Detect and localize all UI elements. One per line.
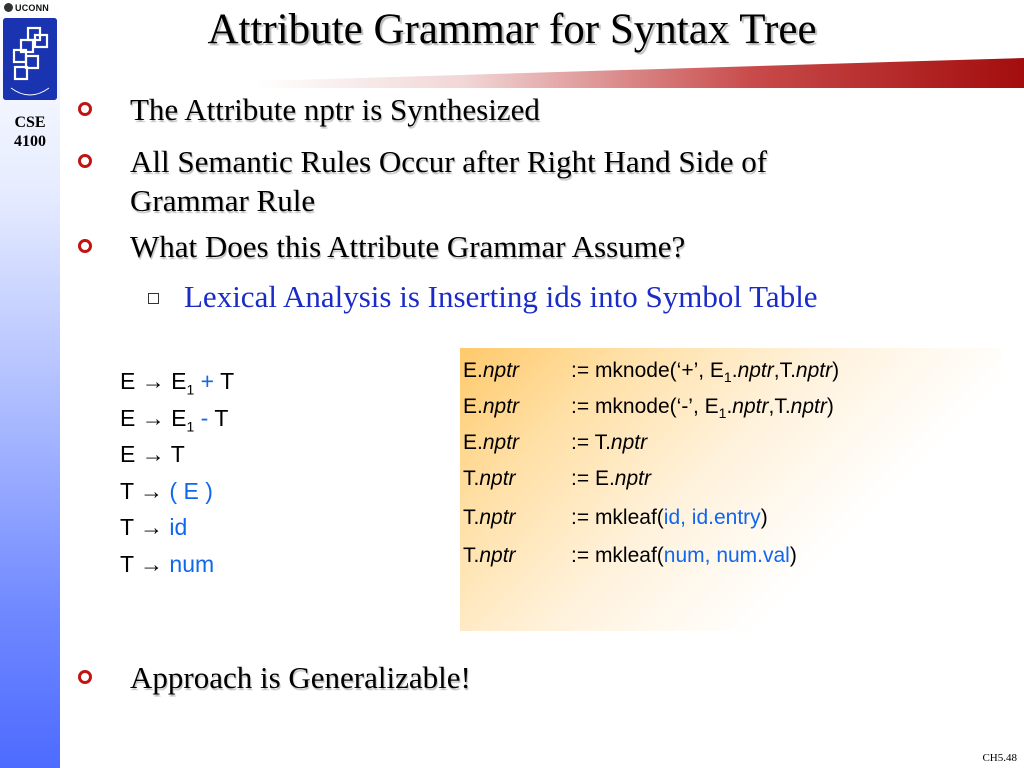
course-line-2: 4100: [14, 133, 46, 150]
semantic-rule-3: E.nptr := T.nptr: [463, 431, 648, 454]
sub-bullet-text: Lexical Analysis is Inserting ids into Symbol Table: [184, 279, 818, 314]
semantic-rule-1: E.nptr := mknode(‘+’, $E_1.nptr,T.nptr$): [463, 359, 840, 386]
sidebar: [0, 0, 60, 768]
production-6: T → num: [120, 550, 215, 577]
title-rule: [60, 58, 1024, 88]
semantic-rules-box: [460, 348, 1001, 631]
production-1: $E \to E_1 + T$: [120, 368, 235, 398]
cse-logo-icon: [3, 18, 57, 100]
production-5: T → id: [120, 514, 188, 540]
bullet-1-text: The Attribute nptr is Synthesized: [130, 92, 540, 127]
production-3: E → T: [120, 441, 185, 467]
production-4: T → ( E ): [120, 477, 213, 504]
square-bullet-icon: [148, 293, 159, 304]
bullet-2-text-line-2: Grammar Rule: [130, 183, 316, 218]
bullet-2-text-line-1: All Semantic Rules Occur after Right Hand Side of: [130, 144, 768, 179]
institution-name: UCONN: [15, 3, 49, 13]
course-line-1: CSE: [14, 114, 46, 131]
bullet-ring-icon: [78, 94, 100, 126]
bullet-4-text: Approach is Generalizable!: [130, 660, 471, 695]
semantic-rule-5: T.nptr := mkleaf(id, id.entry): [463, 506, 768, 529]
slide-number: CH5.48: [982, 752, 1017, 764]
semantic-rule-6: T.nptr := mkleaf(num, num.val): [463, 544, 797, 567]
production-2: $E \to E_1 - T$: [120, 404, 229, 435]
bullet-ring-icon: [78, 231, 100, 263]
slide-title: Attribute Grammar for Syntax Tree: [207, 6, 817, 53]
bullet-ring-icon: [78, 662, 100, 694]
bullet-3-text: What Does this Attribute Grammar Assume?: [130, 229, 686, 264]
cse-logo: [3, 18, 57, 100]
semantic-rule-2: E.nptr := mknode(‘-’, $E_1.nptr,T.nptr$): [463, 395, 834, 422]
uconn-label: [4, 3, 49, 13]
grammar-productions: [120, 363, 234, 582]
seal-icon: [4, 3, 13, 12]
bullet-ring-icon: [78, 146, 100, 178]
semantic-rule-4: T.nptr := E.nptr: [463, 467, 651, 490]
course-code: [0, 113, 60, 151]
